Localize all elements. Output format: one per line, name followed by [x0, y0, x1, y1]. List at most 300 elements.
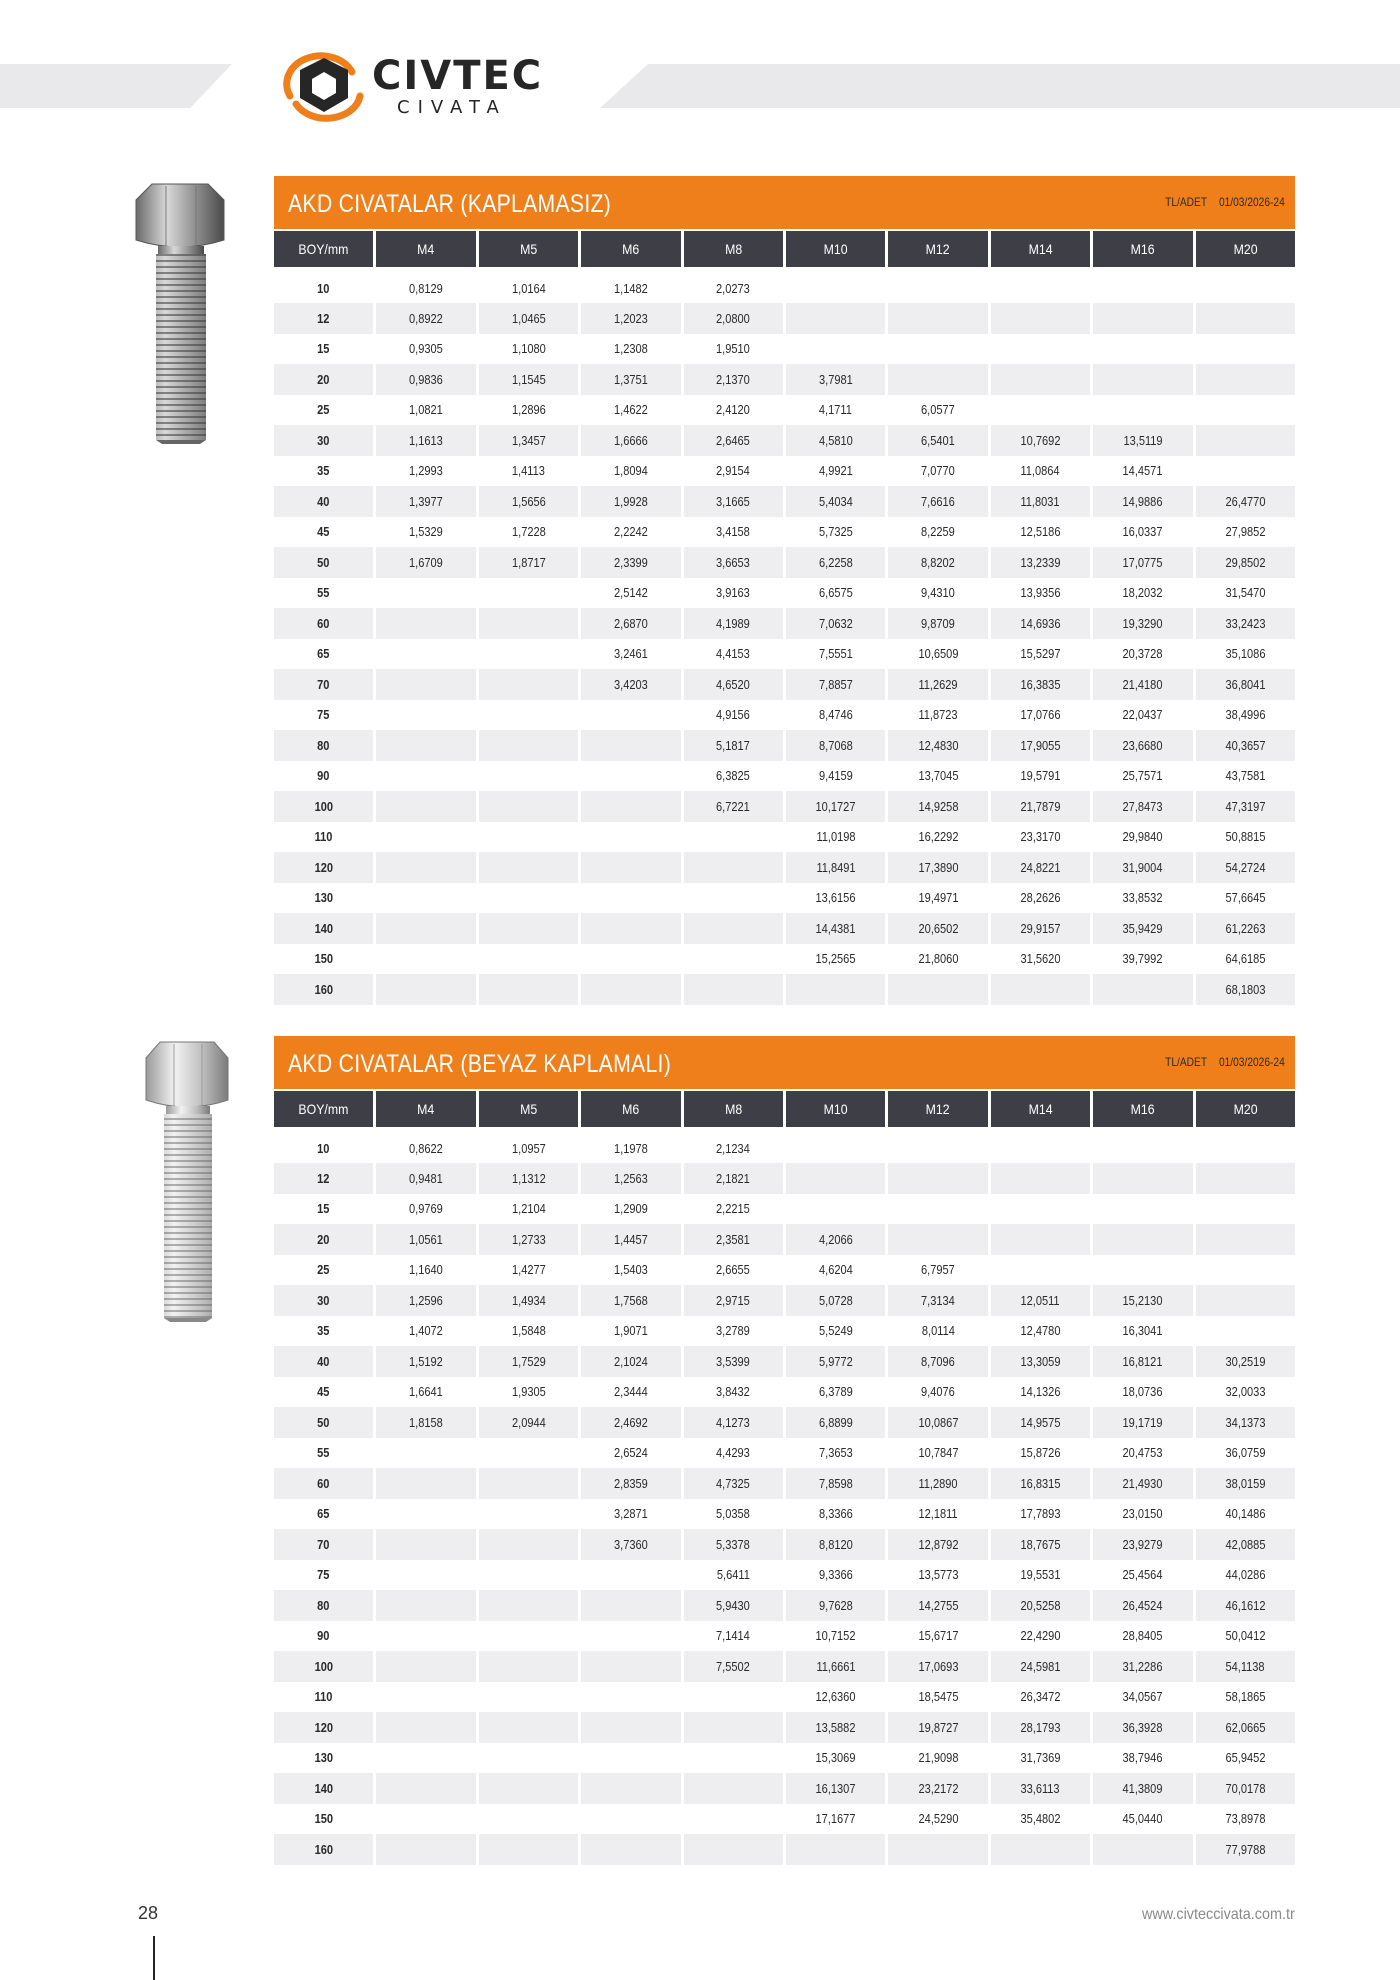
price-cell	[581, 1651, 680, 1682]
cell-value: 7,8857	[818, 676, 853, 692]
price-cell	[581, 1529, 680, 1560]
cell-value: 120	[314, 1719, 333, 1735]
cell-value: 2,3444	[613, 1384, 648, 1400]
price-cell	[376, 267, 475, 303]
price-cell	[786, 1468, 885, 1499]
cell-value: 31,9004	[1122, 859, 1163, 875]
cell-value: 42,0885	[1225, 1536, 1266, 1552]
cell-value: 46,1612	[1225, 1597, 1266, 1613]
cell-value: 12,1811	[918, 1506, 958, 1522]
cell-value: 19,5791	[1020, 768, 1061, 784]
price-cell	[786, 944, 885, 975]
cell-value: 10	[317, 1140, 330, 1156]
hex-bolt-logo-icon	[282, 52, 372, 124]
price-cell	[479, 578, 578, 609]
cell-value: 25,7571	[1122, 768, 1163, 784]
price-cell	[786, 1743, 885, 1774]
price-cell	[991, 1743, 1090, 1774]
cell-value: 68,1803	[1225, 981, 1266, 997]
price-cell	[1196, 639, 1295, 670]
price-cell	[479, 761, 578, 792]
price-cell	[581, 974, 680, 1005]
cell-value: 45,0440	[1122, 1811, 1163, 1827]
cell-value: 6,3789	[818, 1384, 853, 1400]
price-cell	[1196, 852, 1295, 883]
column-header	[479, 231, 578, 267]
price-cell	[684, 852, 783, 883]
cell-value: 18,0736	[1122, 1384, 1163, 1400]
price-cell	[479, 1255, 578, 1286]
cell-value: 8,4746	[818, 707, 853, 723]
column-header	[274, 1091, 373, 1127]
table-row	[274, 267, 1295, 303]
price-cell	[1196, 822, 1295, 853]
column-header-label: M5	[519, 241, 538, 257]
cell-value: 9,4159	[818, 768, 853, 784]
cell-value: 23,2172	[918, 1780, 959, 1796]
cell-value: 0,8922	[409, 310, 443, 326]
price-cell	[786, 1316, 885, 1347]
price-cell	[888, 1529, 987, 1560]
price-cell	[376, 1560, 475, 1591]
cell-value: 1,1613	[409, 432, 443, 448]
price-cell	[1196, 1377, 1295, 1408]
cell-value: 54,1138	[1225, 1658, 1265, 1674]
price-cell	[581, 1834, 680, 1865]
length-cell	[274, 517, 373, 548]
cell-value: 20,3728	[1122, 646, 1163, 662]
price-cell	[786, 913, 885, 944]
cell-value: 100	[314, 798, 333, 814]
price-cell	[888, 1377, 987, 1408]
price-cell	[888, 1682, 987, 1713]
cell-value: 14,9886	[1122, 493, 1163, 509]
price-cell	[888, 1316, 987, 1347]
cell-value: 1,7228	[511, 524, 546, 540]
price-cell	[479, 883, 578, 914]
price-cell	[1196, 1438, 1295, 1469]
column-header-label: M12	[926, 1101, 951, 1117]
cell-value: 65	[317, 646, 330, 662]
column-header-label: M4	[417, 241, 435, 257]
price-cell	[684, 608, 783, 639]
price-cell	[991, 1590, 1090, 1621]
column-header-label: M14	[1028, 241, 1053, 257]
cell-value: 20,5258	[1020, 1597, 1061, 1613]
price-cell	[888, 517, 987, 548]
table-row	[274, 1712, 1295, 1743]
price-cell	[479, 791, 578, 822]
price-cell	[888, 1712, 987, 1743]
price-cell	[684, 1682, 783, 1713]
column-header	[888, 1091, 987, 1127]
price-cell	[479, 1773, 578, 1804]
cell-value: 47,3197	[1225, 798, 1266, 814]
cell-value: 1,3751	[613, 371, 648, 387]
price-cell	[376, 1163, 475, 1194]
cell-value: 7,5551	[818, 646, 853, 662]
price-cell	[376, 364, 475, 395]
cell-value: 13,7045	[918, 768, 959, 784]
cell-value: 1,9305	[511, 1384, 546, 1400]
cell-value: 1,4622	[613, 402, 648, 418]
cell-value: 5,0728	[818, 1292, 853, 1308]
price-cell	[991, 1224, 1090, 1255]
price-cell	[786, 395, 885, 426]
price-cell	[991, 1285, 1090, 1316]
price-cell	[376, 1773, 475, 1804]
length-cell	[274, 1590, 373, 1621]
price-cell	[479, 944, 578, 975]
price-cell	[1196, 1621, 1295, 1652]
cell-value: 29,9157	[1020, 920, 1061, 936]
price-cell	[991, 761, 1090, 792]
cell-value: 29,8502	[1225, 554, 1266, 570]
table-row	[274, 1194, 1295, 1225]
cell-value: 7,0770	[921, 463, 955, 479]
price-cell	[581, 883, 680, 914]
price-cell	[479, 1316, 578, 1347]
cell-value: 1,4457	[613, 1231, 648, 1247]
cell-value: 1,3977	[409, 493, 443, 509]
length-cell	[274, 456, 373, 487]
cell-value: 11,8031	[1020, 493, 1060, 509]
cell-value: 10,7152	[815, 1628, 856, 1644]
price-cell	[684, 1468, 783, 1499]
cell-value: 34,0567	[1122, 1689, 1163, 1705]
cell-value: 5,9430	[716, 1597, 751, 1613]
cell-value: 2,3581	[716, 1231, 751, 1247]
price-cell	[991, 1316, 1090, 1347]
table-row	[274, 1682, 1295, 1713]
cell-value: 3,7981	[818, 371, 853, 387]
cell-value: 2,4120	[716, 402, 751, 418]
price-cell	[479, 303, 578, 334]
column-header	[991, 1091, 1090, 1127]
price-cell	[684, 1285, 783, 1316]
price-cell	[786, 1682, 885, 1713]
table-row	[274, 456, 1295, 487]
table-row	[274, 1651, 1295, 1682]
cell-value: 4,4293	[716, 1445, 751, 1461]
cell-value: 28,8405	[1122, 1628, 1163, 1644]
price-cell	[684, 1438, 783, 1469]
price-cell	[786, 1377, 885, 1408]
price-cell	[479, 1346, 578, 1377]
price-cell	[786, 364, 885, 395]
price-cell	[991, 883, 1090, 914]
price-cell	[888, 761, 987, 792]
cell-value: 80	[317, 737, 330, 753]
price-cell	[888, 700, 987, 731]
price-cell	[376, 486, 475, 517]
cell-value: 23,0150	[1122, 1506, 1163, 1522]
price-cell	[479, 1499, 578, 1530]
cell-value: 7,5502	[716, 1658, 751, 1674]
cell-value: 90	[317, 1628, 330, 1644]
length-cell	[274, 1127, 373, 1163]
length-cell	[274, 1712, 373, 1743]
length-cell	[274, 1773, 373, 1804]
cell-value: 2,1370	[716, 371, 751, 387]
price-cell	[376, 334, 475, 365]
column-header	[1093, 1091, 1192, 1127]
cell-value: 150	[314, 951, 333, 967]
price-cell	[581, 669, 680, 700]
price-cell	[684, 1590, 783, 1621]
cell-value: 1,1080	[511, 341, 546, 357]
price-cell	[684, 267, 783, 303]
price-cell	[888, 267, 987, 303]
length-cell	[274, 1407, 373, 1438]
price-cell	[479, 1285, 578, 1316]
cell-value: 130	[314, 1750, 333, 1766]
cell-value: 4,9921	[818, 463, 853, 479]
price-cell	[1196, 486, 1295, 517]
price-cell	[581, 1224, 680, 1255]
cell-value: 25	[317, 402, 330, 418]
table-row	[274, 883, 1295, 914]
price-cell	[376, 1712, 475, 1743]
price-cell	[991, 1560, 1090, 1591]
cell-value: 13,5119	[1123, 432, 1163, 448]
cell-value: 1,2104	[511, 1201, 546, 1217]
cell-value: 34,1373	[1225, 1414, 1266, 1430]
price-cell	[991, 1194, 1090, 1225]
price-cell	[581, 1804, 680, 1835]
price-cell	[376, 1651, 475, 1682]
cell-value: 4,1989	[716, 615, 751, 631]
price-cell	[376, 1224, 475, 1255]
price-cell	[991, 517, 1090, 548]
cell-value: 16,3835	[1020, 676, 1061, 692]
length-cell	[274, 1834, 373, 1865]
cell-value: 19,1719	[1122, 1414, 1163, 1430]
price-cell	[1196, 883, 1295, 914]
length-cell	[274, 700, 373, 731]
price-cell	[479, 1468, 578, 1499]
cell-value: 6,7221	[716, 798, 751, 814]
cell-value: 1,2596	[409, 1292, 443, 1308]
column-header	[581, 1091, 680, 1127]
cell-value: 2,3399	[613, 554, 648, 570]
cell-value: 1,6641	[409, 1384, 443, 1400]
price-cell	[786, 1163, 885, 1194]
length-cell	[274, 669, 373, 700]
column-header-label: M12	[926, 241, 951, 257]
price-cell	[991, 1346, 1090, 1377]
cell-value: 36,3928	[1122, 1719, 1163, 1735]
cell-value: 13,5882	[815, 1719, 856, 1735]
cell-value: 55	[317, 585, 330, 601]
price-cell	[581, 608, 680, 639]
cell-value: 3,2789	[716, 1323, 751, 1339]
price-cell	[991, 1163, 1090, 1194]
price-cell	[684, 1560, 783, 1591]
cell-value: 40	[317, 493, 330, 509]
price-cell	[684, 1651, 783, 1682]
price-cell	[991, 700, 1090, 731]
length-cell	[274, 425, 373, 456]
column-header-label: M4	[417, 1101, 435, 1117]
price-cell	[581, 1127, 680, 1163]
cell-value: 16,2292	[918, 829, 959, 845]
length-cell	[274, 1499, 373, 1530]
cell-value: 4,9156	[716, 707, 751, 723]
length-cell	[274, 1163, 373, 1194]
price-cell	[581, 822, 680, 853]
price-cell	[1093, 1438, 1192, 1469]
table-row	[274, 944, 1295, 975]
price-cell	[786, 1194, 885, 1225]
price-cell	[991, 334, 1090, 365]
table-row	[274, 1743, 1295, 1774]
cell-value: 7,0632	[818, 615, 853, 631]
cell-value: 7,3134	[921, 1292, 955, 1308]
price-cell	[888, 1285, 987, 1316]
price-cell	[1093, 303, 1192, 334]
price-cell	[888, 364, 987, 395]
website-link[interactable]: www.civteccivata.com.tr	[1142, 1906, 1295, 1923]
brand-subtitle: CIVATA	[397, 97, 507, 118]
cell-value: 150	[314, 1811, 333, 1827]
cell-value: 1,4113	[511, 463, 545, 479]
price-cell	[684, 1194, 783, 1225]
cell-value: 130	[314, 890, 333, 906]
cell-value: 15,2565	[815, 951, 856, 967]
cell-value: 3,5399	[716, 1353, 751, 1369]
price-cell	[1093, 547, 1192, 578]
price-cell	[376, 1407, 475, 1438]
cell-value: 5,9772	[818, 1353, 853, 1369]
price-cell	[684, 1743, 783, 1774]
price-cell	[888, 1194, 987, 1225]
cell-value: 140	[314, 920, 333, 936]
cell-value: 4,1711	[819, 402, 853, 418]
column-header-label: BOY/mm	[298, 1101, 349, 1117]
price-cell	[786, 974, 885, 1005]
price-cell	[376, 1194, 475, 1225]
price-unit: TL/ADET	[1165, 1055, 1208, 1069]
price-cell	[786, 1407, 885, 1438]
cell-value: 33,8532	[1122, 890, 1163, 906]
cell-value: 7,6616	[921, 493, 955, 509]
price-cell	[1093, 883, 1192, 914]
cell-value: 1,1482	[613, 280, 648, 296]
column-header-label: M8	[724, 241, 742, 257]
price-cell	[991, 822, 1090, 853]
price-cell	[479, 913, 578, 944]
cell-value: 5,3378	[716, 1536, 751, 1552]
price-cell	[376, 1127, 475, 1163]
cell-value: 5,4034	[818, 493, 853, 509]
cell-value: 17,7893	[1020, 1506, 1061, 1522]
column-header	[274, 231, 373, 267]
price-cell	[1196, 608, 1295, 639]
price-cell	[479, 425, 578, 456]
price-cell	[991, 425, 1090, 456]
price-cell	[1196, 1529, 1295, 1560]
cell-value: 26,4770	[1225, 493, 1266, 509]
cell-value: 1,4072	[409, 1323, 443, 1339]
price-cell	[1093, 425, 1192, 456]
price-cell	[786, 1590, 885, 1621]
cell-value: 39,7992	[1122, 951, 1163, 967]
length-cell	[274, 913, 373, 944]
price-cell	[684, 1224, 783, 1255]
cell-value: 19,4971	[918, 890, 959, 906]
price-cell	[786, 1346, 885, 1377]
price-cell	[684, 944, 783, 975]
cell-value: 11,2629	[918, 676, 958, 692]
price-cell	[684, 1804, 783, 1835]
price-cell	[991, 852, 1090, 883]
cell-value: 35	[317, 463, 330, 479]
cell-value: 2,0800	[716, 310, 751, 326]
price-cell	[786, 1529, 885, 1560]
price-cell	[1196, 913, 1295, 944]
price-cell	[888, 1773, 987, 1804]
cell-value: 8,3366	[818, 1506, 853, 1522]
price-cell	[1196, 456, 1295, 487]
price-cell	[888, 883, 987, 914]
cell-value: 1,2308	[613, 341, 648, 357]
cell-value: 14,9575	[1020, 1414, 1061, 1430]
price-cell	[991, 1804, 1090, 1835]
cell-value: 73,8978	[1225, 1811, 1266, 1827]
price-cell	[888, 1804, 987, 1835]
cell-value: 3,4158	[716, 524, 751, 540]
price-cell	[1196, 730, 1295, 761]
price-cell	[888, 1407, 987, 1438]
price-cell	[581, 1590, 680, 1621]
price-cell	[1093, 1163, 1192, 1194]
price-cell	[581, 1499, 680, 1530]
cell-value: 1,0957	[511, 1140, 546, 1156]
price-cell	[991, 1255, 1090, 1286]
column-header	[1196, 231, 1295, 267]
column-header-label: M6	[622, 1101, 640, 1117]
price-cell	[1196, 1590, 1295, 1621]
cell-value: 1,2896	[511, 402, 546, 418]
price-cell	[479, 364, 578, 395]
table-row	[274, 669, 1295, 700]
cell-value: 1,0164	[511, 280, 546, 296]
price-cell	[888, 1255, 987, 1286]
price-cell	[786, 303, 885, 334]
column-header	[376, 1091, 475, 1127]
price-cell	[581, 1712, 680, 1743]
price-cell	[1196, 1743, 1295, 1774]
cell-value: 0,9836	[409, 371, 443, 387]
cell-value: 1,7529	[511, 1353, 546, 1369]
price-cell	[786, 1438, 885, 1469]
cell-value: 16,0337	[1122, 524, 1163, 540]
price-cell	[991, 1407, 1090, 1438]
price-cell	[581, 791, 680, 822]
price-cell	[888, 456, 987, 487]
cell-value: 10,0867	[918, 1414, 959, 1430]
cell-value: 38,0159	[1225, 1475, 1266, 1491]
cell-value: 38,4996	[1225, 707, 1266, 723]
price-cell	[1196, 1407, 1295, 1438]
cell-value: 24,5290	[918, 1811, 959, 1827]
price-cell	[479, 1743, 578, 1774]
price-cell	[1093, 1590, 1192, 1621]
price-cell	[1093, 1773, 1192, 1804]
cell-value: 11,8723	[918, 707, 958, 723]
price-cell	[1093, 1346, 1192, 1377]
